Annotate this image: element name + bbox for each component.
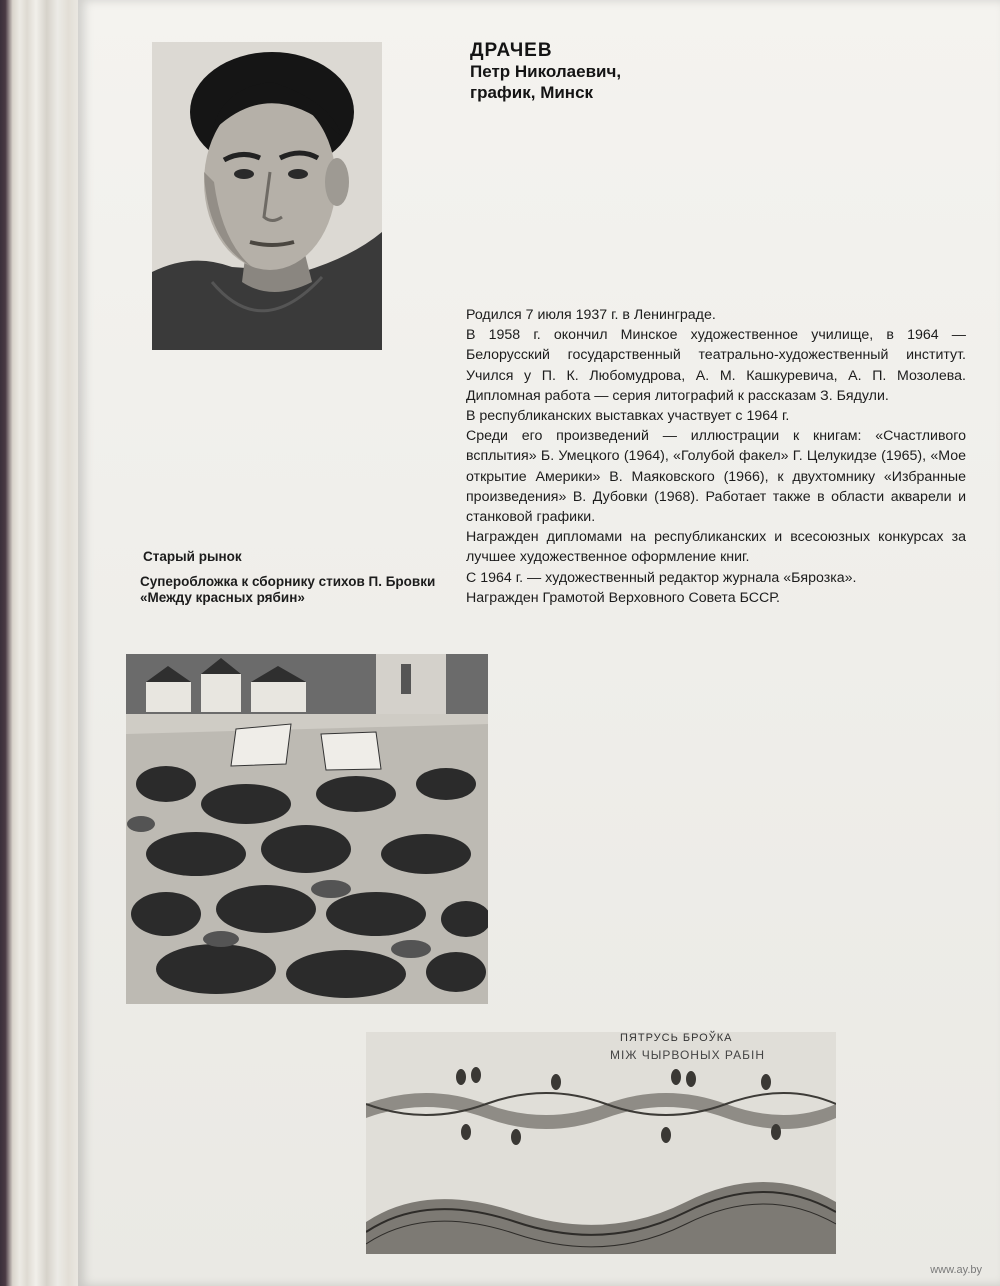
- artist-surname: ДРАЧЕВ: [470, 40, 553, 61]
- book-cover-title: МІЖ ЧЫРВОНЫХ РАБІН: [610, 1048, 766, 1062]
- bio-paragraph: В республиканских выставках участвует с 1964 г.: [466, 408, 790, 425]
- bio-paragraph: Родился 7 июля 1937 г. в Ленинграде.: [466, 307, 716, 323]
- bio-paragraph: С 1964 г. — художественный редактор журнала «Бярозка».: [466, 569, 857, 586]
- bio-paragraph: Среди его произведений — иллюстрации к книгам: «Счастливого всплытия» Б. Умецкого (1964), «Голубой факел» Г. Целукидзе (1965), «Мое открытие Америки» В. Маяковского (1966), к двухтомнику «Избранные произведения» В. Дубовки (1968). Работает также в области акварели и станковой графики.: [466, 428, 966, 526]
- bio-paragraph: Награжден Грамотой Верховного Совета БССР.: [466, 589, 780, 606]
- watermark: www.ay.by: [930, 1264, 982, 1276]
- book-page-edges: [0, 0, 90, 1286]
- artwork-old-market: [126, 654, 488, 1004]
- book-cover-author: ПЯТРУСЬ БРОЎКА: [620, 1032, 733, 1044]
- bio-paragraph: Награжден дипломами на республиканских и всесоюзных конкурсах за лучшее художественное оформление книг.: [466, 529, 966, 566]
- biography-text: [466, 305, 966, 608]
- artwork-book-cover: [366, 1032, 836, 1254]
- artwork-caption-old-market: Старый рынок: [143, 549, 242, 564]
- bio-paragraph: В 1958 г. окончил Минское художественное училище, в 1964 — Белорусский государственный театрально-художественный институт. Учился у П. К. Любомудрова, А. М. Кашкуревича, А. П. Мозолева. Дипломная работа — серия литографий к рассказам З. Бядули.: [466, 327, 966, 404]
- artist-name-block: [470, 40, 770, 103]
- portrait-photo: [152, 42, 382, 350]
- artwork-caption-book-cover: Суперобложка к сборнику стихов П. Бровки «Между красных рябин»: [140, 574, 436, 605]
- artist-role: график, Минск: [470, 83, 594, 102]
- artist-name: Петр Николаевич,: [470, 62, 622, 81]
